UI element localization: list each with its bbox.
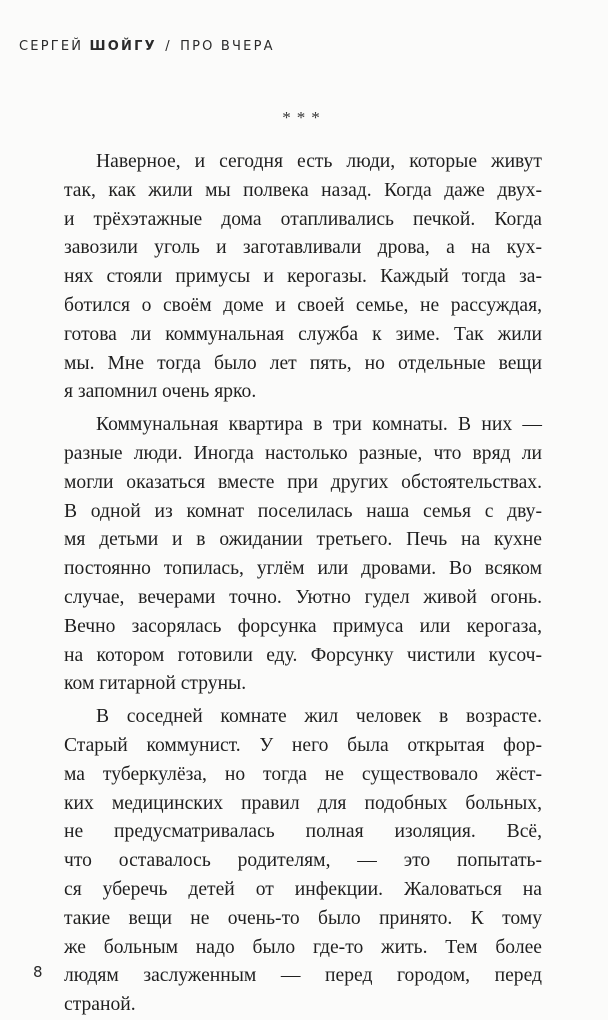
text-line: постоянно топилась, углём или дровами. Во всяком (64, 558, 542, 580)
running-header (19, 39, 275, 54)
text-line: завозили уголь и заготавливали дрова, а на кух- (64, 237, 542, 259)
text-line: что оставалось родителям, — это попытать- (64, 850, 542, 872)
text-line: Наверное, и сегодня есть люди, которые живут (96, 151, 542, 172)
header-separator: / (165, 39, 172, 54)
text-line: разные люди. Иногда настолько разные, что вряд ли (64, 442, 542, 464)
text-line: готова ли коммунальная служба к зиме. Так жили (64, 323, 542, 345)
text-line: Старый коммунист. У него была открытая фор- (64, 734, 542, 756)
text-line: случае, вечерами точно. Уютно гудел живой огонь. (64, 586, 542, 608)
text-line: на котором готовили еду. Форсунку чистили кусоч- (64, 644, 542, 666)
text-line: и трёхэтажные дома отапливались печкой. Когда (64, 208, 542, 230)
text-line: нях стояли примусы и керогазы. Каждый тогда за- (64, 266, 542, 288)
text-line: В соседней комнате жил человек в возрасте. (96, 706, 542, 728)
header-author-first-name: СЕРГЕЙ (19, 39, 84, 54)
text-line: ком гитарной струны. (64, 673, 247, 695)
text-line: ких медицинских правил для подобных больных, (64, 792, 542, 814)
page-number: 8 (33, 963, 43, 981)
text-line: могли оказаться вместе при других обстоятельствах. (64, 471, 542, 493)
text-line: Вечно засорялась форсунка примуса или керогаза, (64, 615, 542, 637)
header-book-title: ПРО ВЧЕРА (180, 39, 275, 54)
paragraph (64, 703, 542, 1020)
text-line: ся уберечь детей от инфекции. Жаловаться на (64, 878, 542, 900)
text-line: Коммунальная квартира в три комнаты. В них — (96, 414, 542, 436)
paragraph (64, 148, 542, 407)
text-line: ботился о своём доме и своей семье, не рассуждая, (64, 294, 542, 316)
text-line: я запомнил очень ярко. (64, 381, 257, 403)
header-author-last-name: ШОЙГУ (89, 39, 157, 54)
text-line: В одной из комнат поселилась наша семья с дву- (64, 500, 542, 522)
text-line: ма туберкулёза, но тогда не существовало жёст- (64, 763, 542, 785)
text-line: же больным надо было где-то жить. Тем более (64, 936, 542, 958)
paragraph (64, 411, 542, 699)
text-line: такие вещи не очень-то было принято. К тому (64, 907, 542, 929)
body-text (64, 148, 542, 1020)
section-break: *** (282, 108, 326, 127)
text-line: мя детьми и в ожидании третьего. Печь на кухне (64, 529, 542, 551)
text-line: так, как жили мы полвека назад. Когда даже двух- (64, 179, 542, 201)
text-line: людям заслуженным — перед городом, перед (64, 965, 542, 987)
text-line: страной. (64, 994, 136, 1016)
text-line: мы. Мне тогда было лет пять, но отдельные вещи (64, 352, 542, 374)
text-line: не предусматривалась полная изоляция. Всё, (64, 821, 542, 843)
